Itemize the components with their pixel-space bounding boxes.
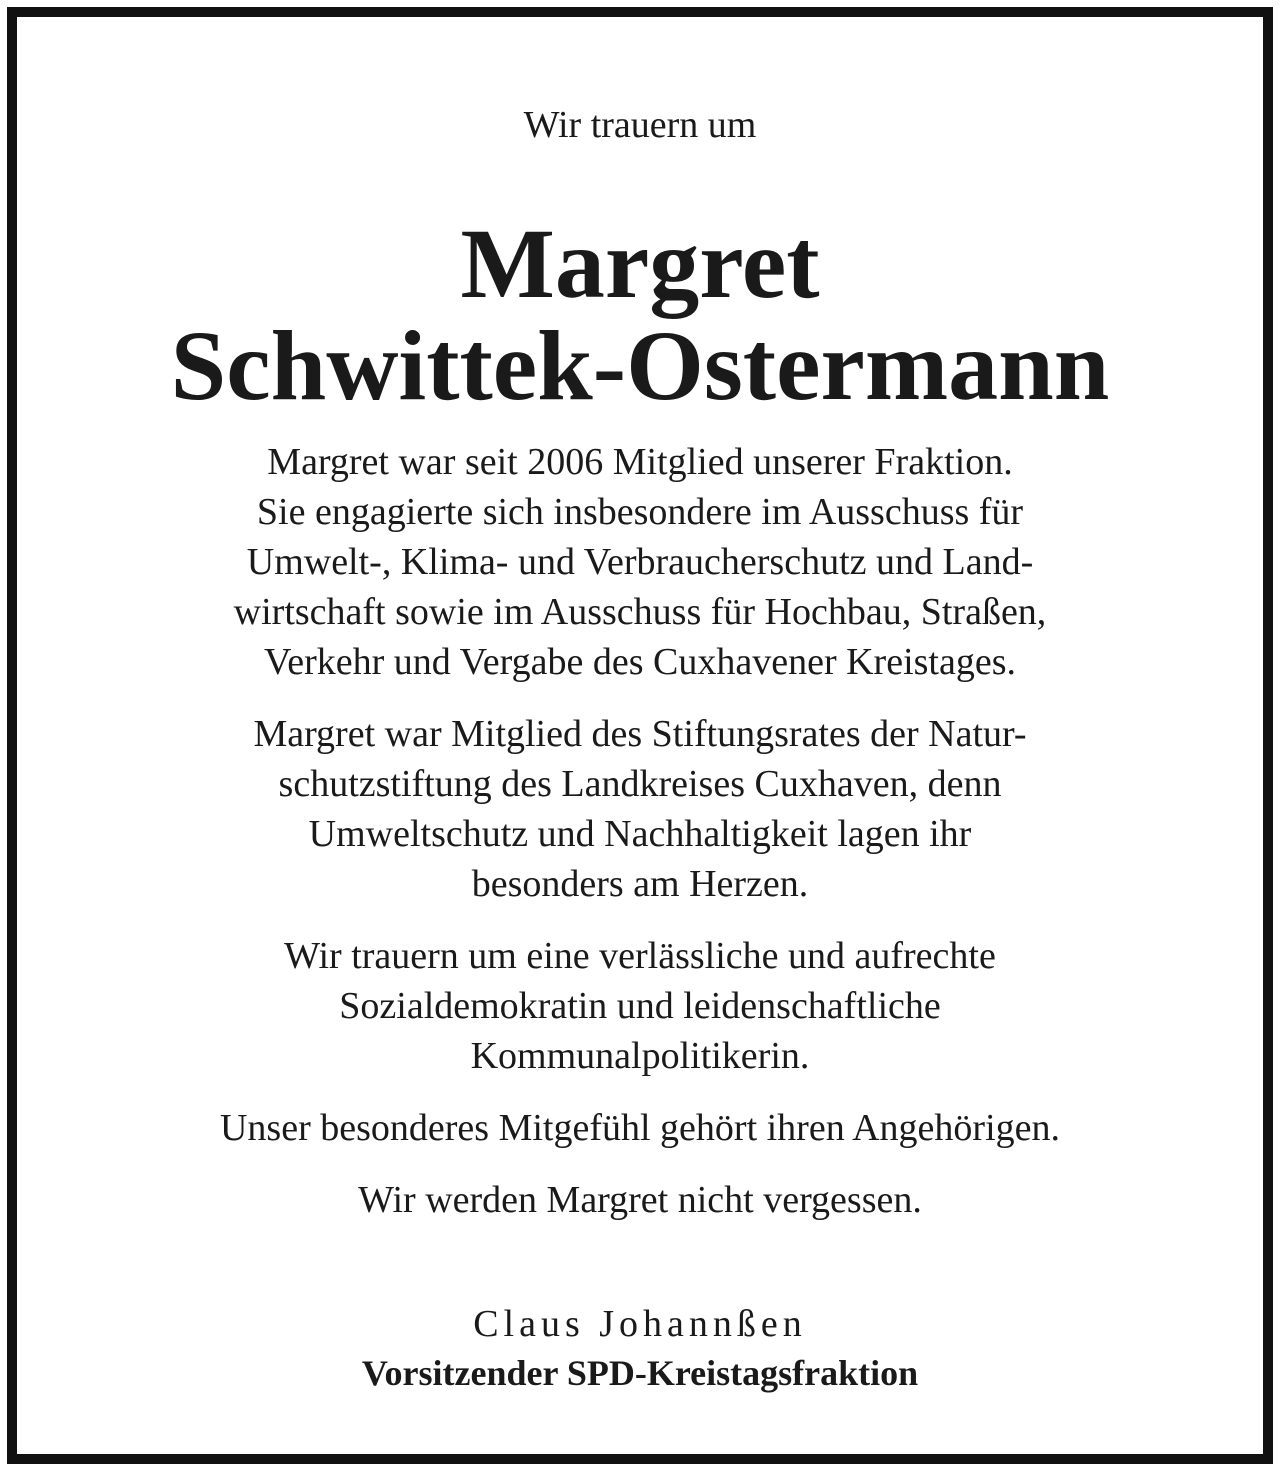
text-line: besonders am Herzen.: [471, 863, 809, 905]
signer-name: Claus Johannßen: [473, 1303, 807, 1345]
text-line: Wir trauern um eine verlässliche und aufrechte: [284, 935, 996, 977]
paragraph-foundation: [17, 709, 1263, 909]
text-line: Margret war Mitglied des Stiftungsrates der Natur-: [253, 713, 1027, 755]
paragraph-mourning: [17, 931, 1263, 1081]
signer-role: Vorsitzender SPD-Kreistagsfraktion: [361, 1353, 919, 1393]
text-line: schutzstiftung des Landkreises Cuxhaven, denn: [278, 763, 1002, 805]
text-line: Unser besonderes Mitgefühl gehört ihren Angehörigen.: [219, 1107, 1060, 1149]
text-line: wirtschaft sowie im Ausschuss für Hochbau, Straßen,: [233, 591, 1047, 633]
notice-border: [7, 7, 1273, 1464]
text-line: Margret war seit 2006 Mitglied unserer Fraktion.: [267, 441, 1013, 483]
text-line: Sozialdemokratin und leidenschaftliche: [339, 985, 941, 1027]
deceased-name: [17, 208, 1263, 421]
text-line: Kommunalpolitikerin.: [470, 1035, 810, 1077]
paragraph-remembrance: [17, 1175, 1263, 1225]
name-line-last: Schwittek-Ostermann: [170, 310, 1110, 421]
text-line: Wir werden Margret nicht vergessen.: [358, 1179, 922, 1221]
paragraph-membership: [17, 437, 1263, 687]
text-line: Verkehr und Vergabe des Cuxhavener Kreistages.: [263, 641, 1017, 683]
notice-content: [17, 17, 1263, 1454]
paragraph-condolence: [17, 1103, 1263, 1153]
text-line: Sie engagierte sich insbesondere im Ausschuss für: [256, 491, 1024, 533]
name-line-first: Margret: [460, 208, 820, 319]
text-line: Umweltschutz und Nachhaltigkeit lagen ihr: [308, 813, 972, 855]
text-line: Umwelt-, Klima- und Verbraucherschutz und Land-: [246, 541, 1034, 583]
intro-line: Wir trauern um: [523, 104, 757, 146]
